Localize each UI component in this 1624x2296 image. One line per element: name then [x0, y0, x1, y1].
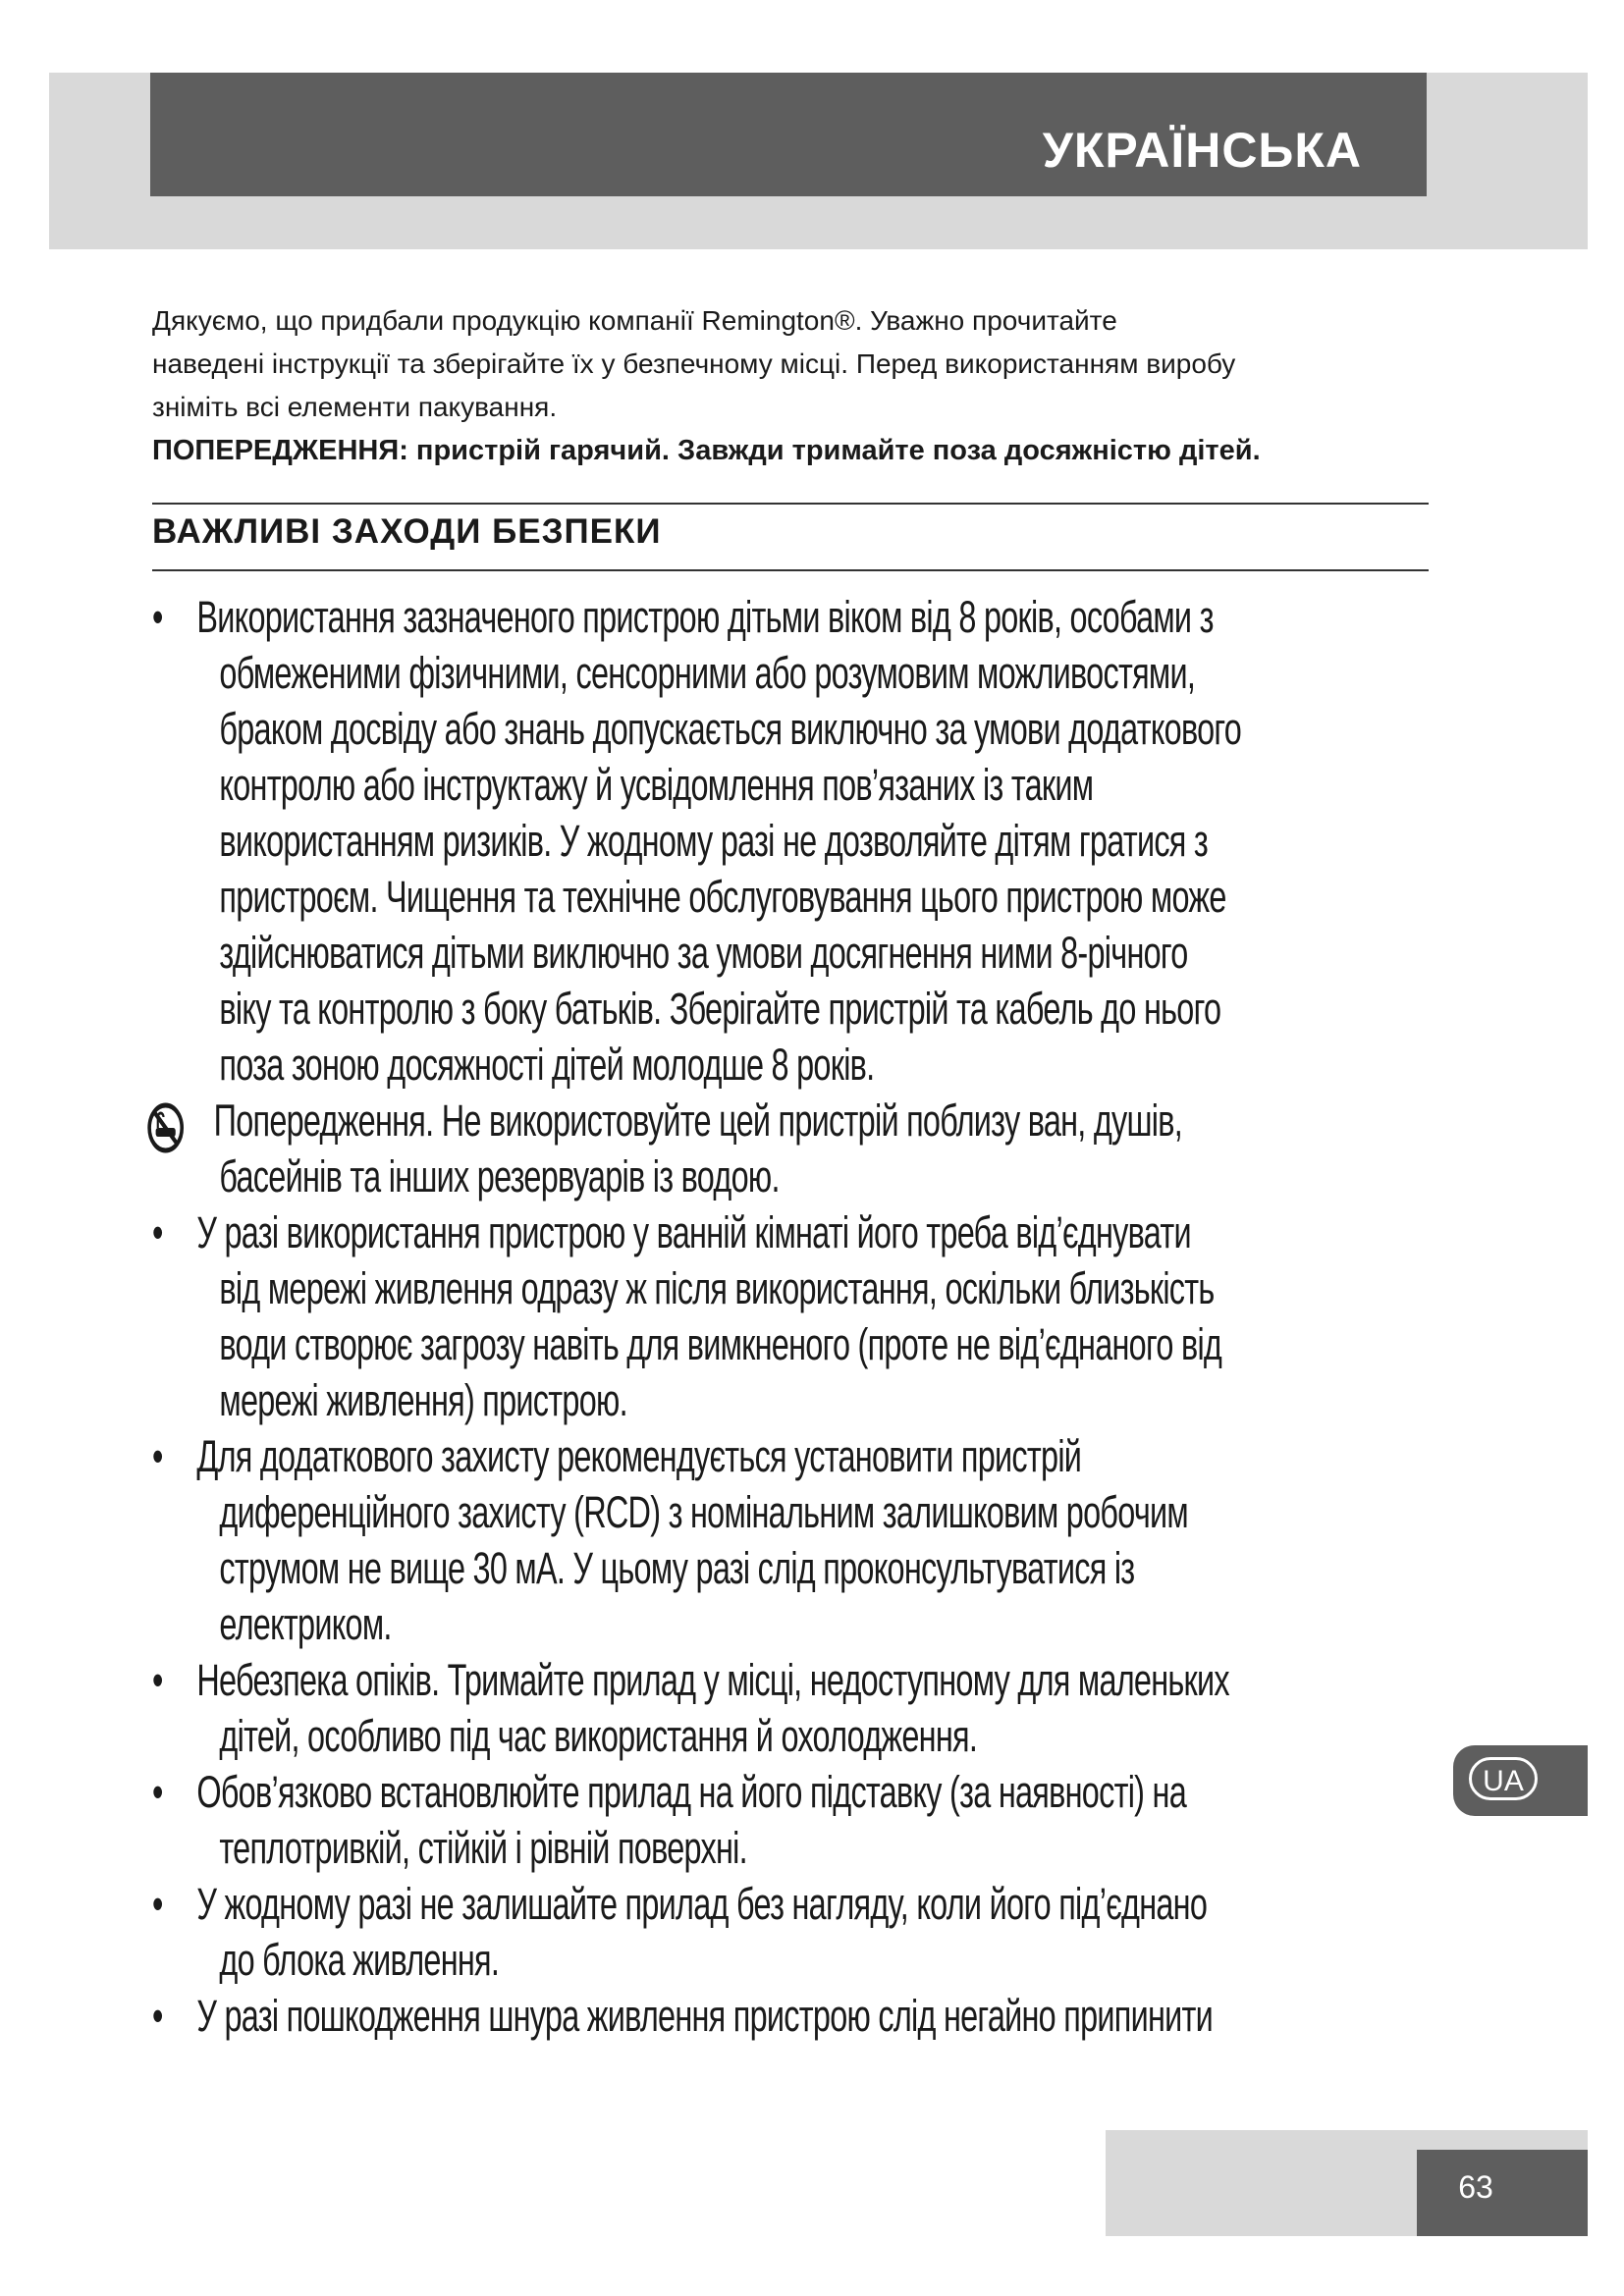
list-item: [152, 1204, 1429, 1428]
safety-list: [152, 589, 1429, 2044]
item-line: електриком.: [219, 1599, 392, 1649]
item-first-line: Обов’язково встановлюйте прилад на його підставку (за наявності) на: [196, 1767, 1187, 1817]
item-first-line: Попередження. Не використовуйте цей пристрій поблизу ван, душів,: [213, 1095, 1183, 1146]
item-line: поза зоною досяжності дітей молодше 8 років.: [219, 1040, 875, 1090]
intro-line: Дякуємо, що придбали продукцію компанії Remington®. Уважно прочитайте: [152, 305, 1117, 336]
bullet-icon: •: [152, 1655, 163, 1705]
intro-line: зніміть всі елементи пакування.: [152, 392, 558, 422]
item-line: контролю або інструктажу й усвідомлення пов’язаних із таким: [219, 760, 1094, 810]
intro-line: наведені інструкції та зберігайте їх у безпечному місці. Перед використанням виробу: [152, 348, 1236, 379]
item-line: обмеженими фізичними, сенсорними або розумовим можливостями,: [219, 648, 1196, 698]
bullet-icon: •: [152, 1991, 163, 2041]
list-item: [152, 1428, 1429, 1652]
item-line: дітей, особливо під час використання й охолодження.: [219, 1711, 978, 1761]
intro-text: [152, 299, 1429, 472]
list-item: [152, 1988, 1429, 2044]
bullet-icon: •: [152, 1431, 163, 1481]
list-item: [152, 1652, 1429, 1764]
item-line: диференційного захисту (RCD) з номінальним залишковим робочим: [219, 1487, 1188, 1537]
item-first-line: Для додаткового захисту рекомендується установити пристрій: [196, 1431, 1082, 1481]
header-bar: [150, 73, 1427, 196]
item-line: використанням ризиків. У жодному разі не дозволяйте дітям гратися з: [219, 816, 1209, 866]
page-title: УКРАЇНСЬКА: [1042, 123, 1362, 178]
list-item: [152, 1093, 1429, 1204]
section-rule-top: [152, 503, 1429, 505]
item-line: струмом не вище 30 мА. У цьому разі слід проконсультуватися із: [219, 1543, 1135, 1593]
language-tab: [1453, 1745, 1588, 1816]
bullet-icon: •: [152, 592, 163, 642]
item-line: від мережі живлення одразу ж після використання, оскільки близькість: [219, 1263, 1215, 1313]
warning-text: ПОПЕРЕДЖЕННЯ: пристрій гарячий. Завжди тримайте поза досяжністю дітей.: [152, 435, 1261, 466]
item-line: пристроєм. Чищення та технічне обслуговування цього пристрою може: [219, 872, 1226, 922]
item-first-line: Небезпека опіків. Тримайте прилад у місці, недоступному для маленьких: [196, 1655, 1229, 1705]
bullet-icon: •: [152, 1207, 163, 1257]
item-first-line: У разі використання пристрою у ванній кімнаті його треба від’єднувати: [196, 1207, 1191, 1257]
item-line: віку та контролю з боку батьків. Зберігайте пристрій та кабель до нього: [219, 984, 1221, 1034]
bullet-icon: •: [152, 1879, 163, 1929]
page-number: 63: [1458, 2169, 1493, 2205]
language-tab-label: UA: [1469, 1757, 1538, 1800]
list-item: [152, 1764, 1429, 1876]
item-line: мережі живлення) пристрою.: [219, 1375, 627, 1425]
item-line: здійснюватися дітьми виключно за умови досягнення ними 8-річного: [219, 928, 1188, 978]
list-item: [152, 1876, 1429, 1988]
item-line: басейнів та інших резервуарів із водою.: [219, 1151, 780, 1201]
item-first-line: Використання зазначеного пристрою дітьми віком від 8 років, особами з: [196, 592, 1214, 642]
item-first-line: У жодному разі не залишайте прилад без нагляду, коли його під’єднано: [196, 1879, 1208, 1929]
item-line: теплотривкій, стійкій і рівній поверхні.: [219, 1823, 747, 1873]
bullet-icon: •: [152, 1767, 163, 1817]
item-line: води створює загрозу навіть для вимкненого (проте не від’єднаного від: [219, 1319, 1222, 1369]
section-title: ВАЖЛИВІ ЗАХОДИ БЕЗПЕКИ: [152, 512, 662, 551]
list-item: [152, 589, 1429, 1093]
footer-bar: [1417, 2150, 1588, 2236]
no-bath-icon: [146, 1101, 185, 1154]
item-line: браком досвіду або знань допускається виключно за умови додаткового: [219, 704, 1242, 754]
item-line: до блока живлення.: [219, 1935, 500, 1985]
section-rule-bottom: [152, 569, 1429, 571]
item-first-line: У разі пошкодження шнура живлення пристрою слід негайно припинити: [196, 1991, 1214, 2041]
